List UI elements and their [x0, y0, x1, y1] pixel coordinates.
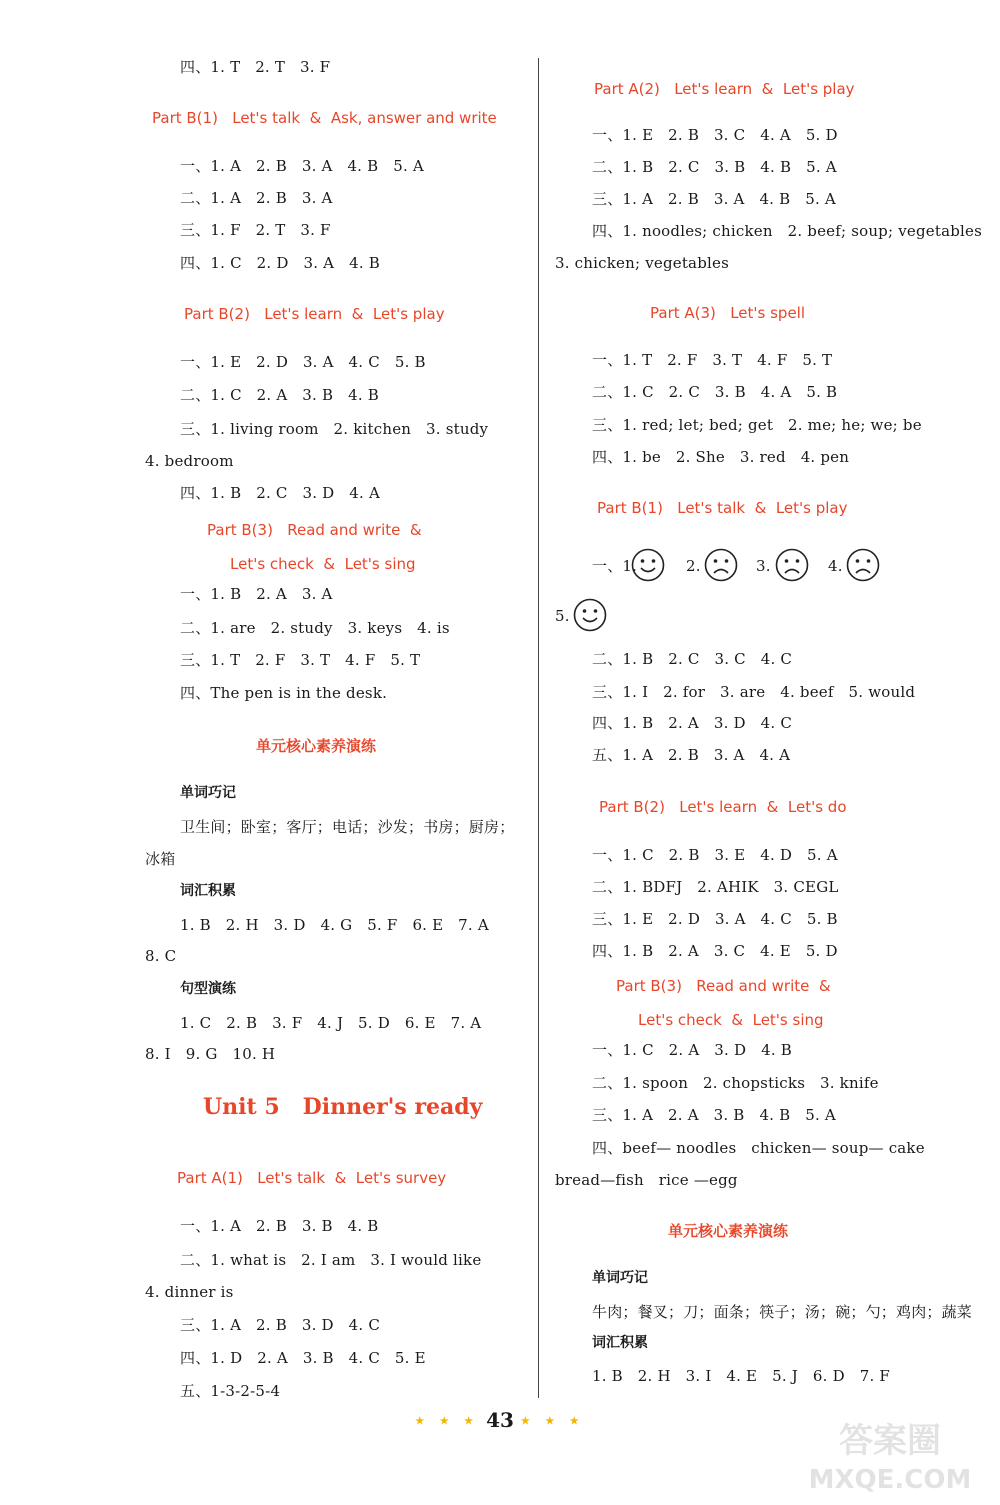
section-heading: Part B(2) Let's learn & Let's do	[599, 798, 847, 816]
answer-line: 四、1. T 2. T 3. F	[180, 58, 331, 76]
subheading: 单词巧记	[592, 1270, 648, 1286]
answer-line: 四、1. noodles; chicken 2. beef; soup; vegetables	[592, 222, 982, 240]
answer-line: 卫生间；卧室；客厅；电话；沙发；书房；厨房；	[180, 818, 515, 836]
answer-line: 二、1. B 2. C 3. B 4. B 5. A	[592, 158, 837, 176]
page-number: 43	[486, 1408, 514, 1432]
answer-line: 四、The pen is in the desk.	[180, 684, 388, 702]
unit-title: Unit 5 Dinner's ready	[203, 1094, 483, 1120]
answer-line: 一、1. C 2. B 3. E 4. D 5. A	[592, 846, 838, 864]
answer-line: 1. C 2. B 3. F 4. J 5. D 6. E 7. A	[180, 1014, 482, 1032]
answer-line: 一、1. T 2. F 3. T 4. F 5. T	[592, 351, 833, 369]
answer-line: 三、1. A 2. B 3. A 4. B 5. A	[592, 190, 836, 208]
answer-line: 四、1. B 2. C 3. D 4. A	[180, 484, 380, 502]
answer-line: 三、1. E 2. D 3. A 4. C 5. B	[592, 910, 838, 928]
answer-line: 二、1. A 2. B 3. A	[180, 189, 333, 207]
answer-label: 5.	[555, 607, 570, 625]
section-heading: Part A(1) Let's talk & Let's survey	[177, 1169, 447, 1187]
svg-text:MXQE.COM: MXQE.COM	[808, 1465, 972, 1495]
answer-line: 三、1. A 2. A 3. B 4. B 5. A	[592, 1106, 836, 1124]
column-divider	[538, 58, 539, 1398]
section-heading: Part B(1) Let's talk & Let's play	[597, 499, 848, 517]
answer-line: 二、1. B 2. C 3. C 4. C	[592, 650, 793, 668]
answer-line: 冰箱	[145, 850, 176, 868]
subheading: 单词巧记	[180, 785, 236, 801]
subheading: 词汇积累	[592, 1335, 648, 1351]
answer-line: 三、1. I 2. for 3. are 4. beef 5. would	[592, 683, 916, 701]
answer-line: 8. I 9. G 10. H	[145, 1045, 276, 1063]
answer-line: 二、1. BDFJ 2. AHIK 3. CEGL	[592, 878, 839, 896]
section-heading: Part B(3) Read and write &	[616, 977, 831, 995]
sad-face-icon	[704, 548, 738, 582]
answer-line: 四、1. C 2. D 3. A 4. B	[180, 254, 380, 272]
happy-face-icon	[573, 598, 607, 632]
section-heading: 单元核心素养演练	[668, 1222, 789, 1240]
star-icon: ★ ★ ★	[520, 1416, 585, 1427]
answer-line: 三、1. T 2. F 3. T 4. F 5. T	[180, 651, 421, 669]
answer-line: 一、1. A 2. B 3. A 4. B 5. A	[180, 157, 424, 175]
answer-line: 二、1. are 2. study 3. keys 4. is	[180, 619, 450, 637]
answer-line: 3. chicken; vegetables	[555, 254, 729, 272]
answer-line: 一、1. A 2. B 3. B 4. B	[180, 1217, 379, 1235]
section-heading: Part A(3) Let's spell	[650, 304, 806, 322]
answer-line: 8. C	[145, 947, 177, 965]
section-heading: Let's check & Let's sing	[638, 1011, 824, 1029]
answer-line: bread—fish rice —egg	[555, 1171, 738, 1189]
answer-line: 四、1. B 2. A 3. C 4. E 5. D	[592, 942, 838, 960]
section-heading: Part A(2) Let's learn & Let's play	[594, 80, 855, 98]
answer-line: 三、1. living room 2. kitchen 3. study	[180, 420, 489, 438]
answer-line: 二、1. C 2. C 3. B 4. A 5. B	[592, 383, 838, 401]
answer-label: 一、1.	[592, 557, 638, 575]
answer-line: 五、1-3-2-5-4	[180, 1382, 281, 1400]
subheading: 词汇积累	[180, 883, 236, 899]
answer-line: 二、1. what is 2. I am 3. I would like	[180, 1251, 482, 1269]
answer-line: 二、1. C 2. A 3. B 4. B	[180, 386, 379, 404]
answer-line: 三、1. red; let; bed; get 2. me; he; we; be	[592, 416, 922, 434]
answer-line: 四、1. B 2. A 3. D 4. C	[592, 714, 792, 732]
star-icon: ★ ★ ★	[415, 1416, 480, 1427]
answer-line: 4. dinner is	[145, 1283, 234, 1301]
answer-line: 牛肉；餐叉；刀；面条；筷子；汤；碗；勺；鸡肉；蔬菜	[592, 1303, 973, 1321]
answer-line: 五、1. A 2. B 3. A 4. A	[592, 746, 791, 764]
answer-line: 三、1. A 2. B 3. D 4. C	[180, 1316, 380, 1334]
answer-label: 4.	[828, 557, 843, 575]
answer-label: 2.	[686, 557, 701, 575]
answer-line: 二、1. spoon 2. chopsticks 3. knife	[592, 1074, 879, 1092]
answer-label: 3.	[756, 557, 771, 575]
answer-line: 一、1. C 2. A 3. D 4. B	[592, 1041, 792, 1059]
section-heading: Part B(2) Let's learn & Let's play	[184, 305, 445, 323]
section-heading: Part B(3) Read and write &	[207, 521, 422, 539]
answer-line: 三、1. F 2. T 3. F	[180, 221, 331, 239]
svg-text:答案圈: 答案圈	[839, 1421, 941, 1461]
sad-face-icon	[775, 548, 809, 582]
answer-line: 四、beef— noodles chicken— soup— cake	[592, 1139, 925, 1157]
watermark-logo	[790, 1410, 990, 1500]
answer-line: 四、1. be 2. She 3. red 4. pen	[592, 448, 850, 466]
section-heading: 单元核心素养演练	[256, 737, 377, 755]
happy-face-icon	[631, 548, 665, 582]
answer-line: 1. B 2. H 3. I 4. E 5. J 6. D 7. F	[592, 1367, 891, 1385]
answer-line: 4. bedroom	[145, 452, 234, 470]
answer-line: 四、1. D 2. A 3. B 4. C 5. E	[180, 1349, 426, 1367]
subheading: 句型演练	[180, 981, 236, 997]
answer-line: 一、1. E 2. B 3. C 4. A 5. D	[592, 126, 838, 144]
answer-line: 一、1. B 2. A 3. A	[180, 585, 333, 603]
section-heading: Let's check & Let's sing	[230, 555, 416, 573]
sad-face-icon	[846, 548, 880, 582]
section-heading: Part B(1) Let's talk & Ask, answer and write	[152, 109, 497, 127]
answer-line: 一、1. E 2. D 3. A 4. C 5. B	[180, 353, 426, 371]
answer-line: 1. B 2. H 3. D 4. G 5. F 6. E 7. A	[180, 916, 489, 934]
